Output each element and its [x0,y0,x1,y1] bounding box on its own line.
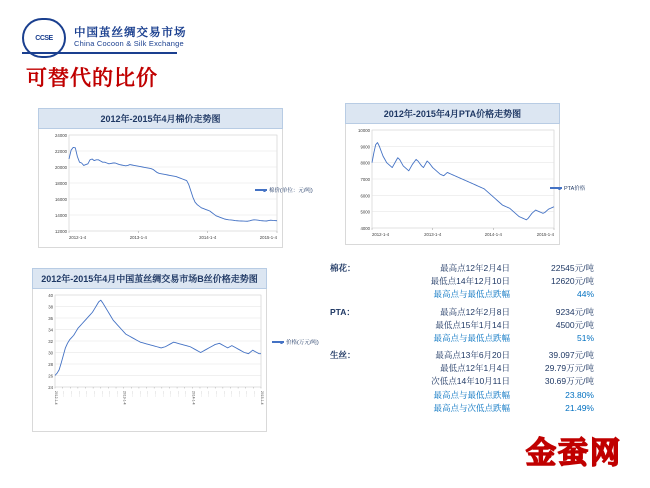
svg-text:·····: ····· [160,391,165,397]
svg-text:·····: ····· [84,391,89,397]
legend-label-cotton: 棉价(单位：元/吨) [269,188,313,194]
stat-value: 12620元/吨 [551,276,594,287]
chart-panel-silk [32,268,267,432]
svg-text:·····: ····· [115,391,120,397]
svg-text:·····: ····· [153,391,158,397]
svg-text:2013-1-4: 2013-1-4 [129,235,147,240]
chart-title-cotton: 2012年-2015年4月棉价走势图 [38,108,283,129]
brand-name-cn: 中国茧丝绸交易市场 [74,27,187,40]
svg-text:2013-1-4: 2013-1-4 [424,232,442,237]
stat-group-label: 生丝： [330,350,356,361]
svg-text:2013-1-4: 2013-1-4 [122,391,127,405]
svg-text:6000: 6000 [360,193,370,199]
svg-text:2015-1-4: 2015-1-4 [259,235,277,240]
stat-group [330,349,630,415]
svg-text:4000: 4000 [360,226,370,231]
svg-text:·····: ····· [107,391,112,397]
stat-group [330,306,630,346]
stat-row [372,402,630,415]
brand-name-en: China Cocoon & Silk Exchange [74,39,184,49]
stat-row [372,262,630,275]
stat-label: 最高点12年2月4日 [440,263,510,273]
svg-text:20000: 20000 [55,165,67,170]
logo-monogram: CCSE [35,34,53,42]
stat-value: 4500元/吨 [555,319,594,330]
chart-title-silk: 2012年-2015年4月中国茧丝绸交易市场B丝价格走势图 [32,268,267,289]
svg-text:32: 32 [48,339,53,344]
stat-value: 9234元/吨 [555,306,594,317]
svg-text:2015-1-4: 2015-1-4 [536,232,554,237]
svg-text:26: 26 [48,373,53,379]
svg-text:2015-1-4: 2015-1-4 [260,391,264,405]
stat-row [372,375,630,388]
svg-text:9000: 9000 [360,144,370,150]
svg-text:2014-1-4: 2014-1-4 [484,232,502,237]
svg-text:8000: 8000 [360,160,370,166]
stat-row [372,389,630,402]
svg-text:2012-1-4: 2012-1-4 [372,232,390,237]
svg-text:·····: ····· [145,391,150,397]
stat-label: 最高点12年2月8日 [440,306,510,317]
svg-text:·····: ····· [214,391,219,397]
chart-plot-silk [32,289,267,432]
svg-text:·····: ····· [221,391,226,397]
stat-row [372,288,630,301]
svg-text:·····: ····· [168,391,173,397]
stat-label: 最高点与次低点跌幅 [433,402,510,413]
svg-text:·····: ····· [244,391,249,397]
svg-text:12000: 12000 [55,229,67,234]
legend-marker-icon [263,189,266,192]
chart-plot-cotton [38,129,283,248]
svg-text:10000: 10000 [358,128,370,133]
svg-text:18000: 18000 [55,181,67,186]
stat-row [372,349,630,362]
svg-text:40: 40 [48,293,53,298]
svg-text:·····: ····· [137,391,142,397]
svg-text:34: 34 [48,327,53,333]
stat-value: 22545元/吨 [551,263,594,273]
chart-title-pta: 2012年-2015年4月PTA价格走势图 [345,103,560,124]
svg-text:·····: ····· [130,391,135,397]
svg-text:·····: ····· [183,391,188,397]
svg-text:·····: ····· [76,391,81,397]
svg-text:·····: ····· [252,391,257,397]
svg-text:·····: ····· [206,391,211,397]
svg-text:·····: ····· [69,391,74,397]
stat-value: 51% [576,332,594,343]
legend-label-silk: 价格(万元/吨) [286,340,319,346]
chart-legend-silk [272,338,319,346]
stat-value: 29.79万元/吨 [544,363,594,374]
svg-text:24: 24 [48,385,53,390]
svg-text:16000: 16000 [55,197,67,202]
svg-text:·····: ····· [237,391,242,397]
stat-label: 最高点与最低点跌幅 [433,289,510,300]
stat-value: 44% [576,289,594,300]
chart-panel-cotton [38,108,283,248]
stat-value: 30.69万元/吨 [544,376,594,387]
svg-text:2012-1-4: 2012-1-4 [54,391,58,405]
stat-value: 23.80% [565,389,594,400]
stat-label: 最低点14年12月10日 [430,276,510,287]
watermark-text: 金蚕网 [526,436,622,471]
stat-label: 最高点与最低点跌幅 [433,332,510,343]
svg-text:·····: ····· [61,391,66,397]
svg-text:·····: ····· [198,391,203,397]
svg-text:5000: 5000 [360,209,370,215]
svg-text:·····: ····· [229,391,234,397]
svg-text:·····: ····· [92,391,97,397]
svg-text:2014-1-4: 2014-1-4 [191,391,196,405]
header-divider [22,52,177,54]
stat-group-label: 棉花： [330,263,356,273]
svg-text:14000: 14000 [55,213,67,218]
chart-plot-pta [345,124,560,245]
stat-value: 39.097元/吨 [548,350,594,361]
stat-group [330,262,630,302]
svg-text:7000: 7000 [360,177,370,182]
chart-legend-cotton [255,186,313,194]
svg-text:·····: ····· [176,391,181,397]
svg-text:2014-1-4: 2014-1-4 [199,235,217,240]
svg-text:22000: 22000 [55,149,67,154]
svg-text:30: 30 [48,350,53,356]
stat-label: 最低点12年1月4日 [440,363,510,374]
stat-row [372,319,630,332]
chart-panel-pta [345,103,560,245]
watermark [526,428,622,472]
stat-group-label: PTA： [330,306,355,317]
stat-label: 最高点与最低点跌幅 [433,389,510,400]
stat-label: 最高点13年6月20日 [435,350,510,361]
chart-legend-pta [550,184,585,192]
stat-row [372,306,630,319]
svg-text:36: 36 [48,316,53,321]
stat-row [372,362,630,375]
stat-value: 21.49% [565,402,594,413]
svg-text:24000: 24000 [55,133,67,138]
stat-row [372,275,630,288]
svg-text:·····: ····· [99,391,104,397]
summary-statistics [330,262,630,419]
legend-marker-icon [558,187,561,190]
stat-label: 次低点14年10月11日 [431,376,510,387]
legend-label-pta: PTA价格 [564,186,586,192]
svg-text:28: 28 [48,362,53,367]
page-title: 可替代的比价 [26,67,158,90]
svg-text:2012-1-4: 2012-1-4 [69,235,87,240]
stat-row [372,332,630,345]
legend-marker-icon [280,341,283,344]
stat-label: 最低点15年1月14日 [435,319,510,330]
svg-text:38: 38 [48,304,53,310]
